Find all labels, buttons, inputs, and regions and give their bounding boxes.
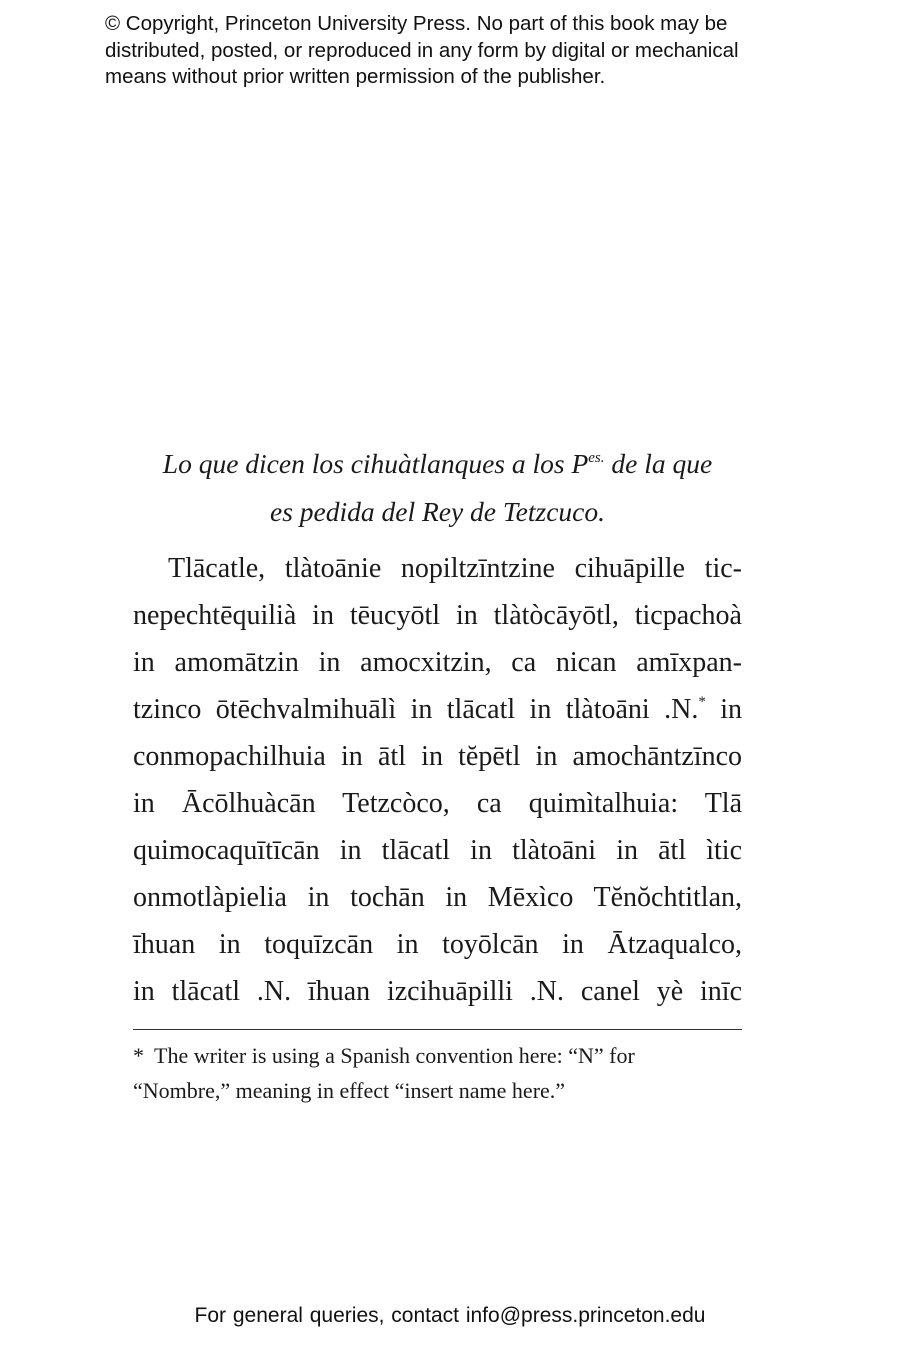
contact-line: For general queries, contact info@press.princeton.edu <box>194 1304 706 1327</box>
paragraph-line: nepechtēquilià in tēucyōtl in tlàtòcāyōtl, ticpachoà <box>133 600 742 631</box>
copyright-notice <box>105 11 825 91</box>
footnote-line <box>133 1038 742 1073</box>
copyright-line: distributed, posted, or reproduced in any form by digital or mechanical <box>105 38 739 62</box>
heading-line: es pedida del Rey de Tetzcuco. <box>270 496 605 527</box>
paragraph-line: īhuan in toquīzcān in toyōlcān in Ātzaqualco, <box>133 929 742 960</box>
paragraph-line: in tlācatl .N. īhuan izcihuāpilli .N. canel yè inīc <box>133 976 742 1007</box>
footnote <box>133 1038 742 1108</box>
paragraph-line: conmopachilhuia in ātl in tĕpētl in amochāntzīnco <box>133 741 742 772</box>
heading-superscript: es. <box>588 450 605 466</box>
footnote-divider <box>133 1029 742 1030</box>
footnote-text: The writer is using a Spanish convention here: “N” for <box>154 1043 635 1068</box>
paragraph-line: quimocaquītīcān in tlācatl in tlàtoāni in ātl ìtic <box>133 835 742 866</box>
copyright-line: © Copyright, Princeton University Press. No part of this book may be <box>105 12 728 35</box>
heading-line <box>133 440 742 488</box>
footnote-marker: * <box>133 1043 144 1068</box>
copyright-line: means without prior written permission of the publisher. <box>105 65 606 88</box>
section-heading <box>133 440 742 536</box>
body-paragraph <box>133 545 742 1015</box>
paragraph-line: in amomātzin in amocxitzin, ca nican amīxpan- <box>133 647 742 678</box>
footnote-line: “Nombre,” meaning in effect “insert name here.” <box>133 1078 566 1103</box>
footnote-reference: * <box>698 694 706 710</box>
paragraph-line <box>133 686 742 733</box>
paragraph-line: onmotlàpielia in tochān in Mēxìco Tĕnŏchtitlan, <box>133 882 742 913</box>
paragraph-line: in Ācōlhuàcān Tetzcòco, ca quimìtalhuia: Tlā <box>133 788 742 819</box>
paragraph-text: in <box>705 694 743 725</box>
paragraph-line: Tlācatle, tlàtoānie nopiltzīntzine cihuāpille tic- <box>168 553 742 584</box>
heading-text: Lo que dicen los cihuàtlanques a los P <box>162 448 589 479</box>
paragraph-text: tzinco ōtēchvalmihuālì in tlācatl in tlàtoāni .N. <box>133 694 699 725</box>
heading-text: de la que <box>604 448 713 479</box>
